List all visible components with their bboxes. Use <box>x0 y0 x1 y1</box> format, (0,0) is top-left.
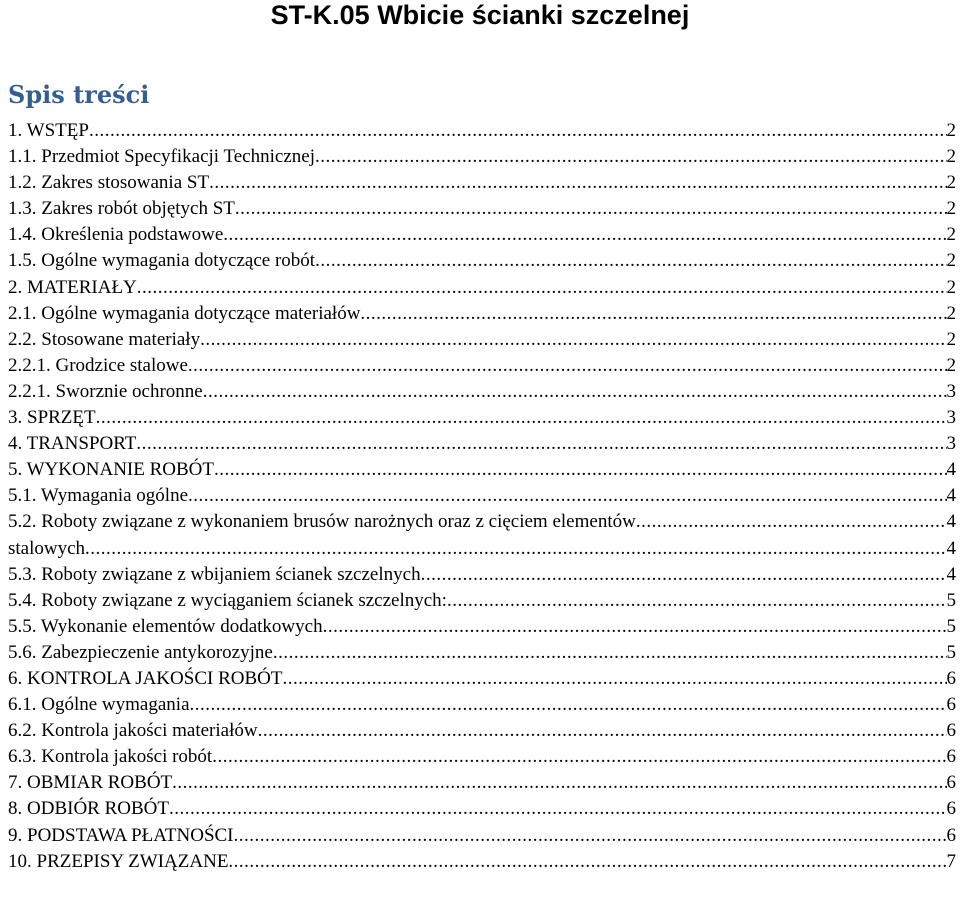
toc-dot-leader <box>234 823 947 849</box>
toc-entry[interactable] <box>8 588 956 614</box>
toc-dot-leader <box>137 275 947 301</box>
toc-entry-label: 5.3. Roboty związane z wbijaniem ścianek szczelnych <box>8 563 421 585</box>
toc-entry-label: 1.4. Określenia podstawowe <box>8 224 224 246</box>
toc-entry-page-number: 4 <box>946 485 956 507</box>
toc-entry-label: 2.2.1. Sworznie ochronne <box>8 380 203 402</box>
toc-entry-label: 6. KONTROLA JAKOŚCI ROBÓT <box>8 667 283 689</box>
toc-entry-label: 1.1. Przedmiot Specyfikacji Technicznej <box>8 146 315 168</box>
toc-entry-label: 6.2. Kontrola jakości materiałów <box>8 720 258 742</box>
toc-entry-label: 2.1. Ogólne wymagania dotyczące materiałów <box>8 302 361 324</box>
toc-dot-leader <box>212 744 946 770</box>
toc-dot-leader <box>85 536 946 562</box>
toc-entry[interactable] <box>8 196 956 222</box>
toc-entry-page-number: 6 <box>946 720 956 742</box>
toc-entry[interactable] <box>8 666 956 692</box>
toc-entry-label: 5.1. Wymagania ogólne <box>8 485 189 507</box>
toc-dot-leader <box>190 692 947 718</box>
toc-entry[interactable] <box>8 744 956 770</box>
toc-entry-label: 5.6. Zabezpieczenie antykorozyjne <box>8 641 273 663</box>
toc-dot-leader <box>282 666 946 692</box>
toc-dot-leader <box>188 483 946 509</box>
toc-entry-label: 2.2. Stosowane materiały <box>8 328 201 350</box>
toc-dot-leader <box>228 849 946 875</box>
toc-entry-page-number: 4 <box>946 563 956 585</box>
toc-entry-label: 5. WYKONANIE ROBÓT <box>8 459 214 481</box>
toc-dot-leader <box>235 196 947 222</box>
toc-entry-label: 1.5. Ogólne wymagania dotyczące robót <box>8 250 316 272</box>
toc-entry[interactable] <box>8 431 956 457</box>
toc-dot-leader <box>96 405 947 431</box>
toc-entry-page-number: 4 <box>946 459 956 481</box>
toc-entry-label: 1.2. Zakres stosowania ST <box>8 172 210 194</box>
toc-entry-page-number: 2 <box>946 328 956 350</box>
toc-entry-page-number: 2 <box>946 224 956 246</box>
toc-entry-label: 6.3. Kontrola jakości robót <box>8 746 213 768</box>
toc-entry-label: 1. WSTĘP <box>8 120 89 141</box>
toc-entry-label: 2.2.1. Grodzice stalowe <box>8 354 188 376</box>
toc-entry-label: 7. OBMIAR ROBÓT <box>8 772 173 794</box>
toc-entry[interactable] <box>8 718 956 744</box>
toc-dot-leader <box>172 770 946 796</box>
toc-dot-leader <box>209 170 946 196</box>
toc-entry[interactable] <box>8 405 956 431</box>
toc-entry-label: 5.4. Roboty związane z wyciąganiem ścianek szczelnych: <box>8 589 447 611</box>
toc-entry[interactable] <box>8 457 956 483</box>
toc-entry[interactable] <box>8 509 956 535</box>
toc-entry-label: 6.1. Ogólne wymagania <box>8 694 190 716</box>
toc-dot-leader <box>447 588 947 614</box>
toc-dot-leader <box>203 379 947 405</box>
toc-entry-page-number: 6 <box>946 746 956 768</box>
toc-entry[interactable] <box>8 849 956 875</box>
toc-entry-page-number: 6 <box>946 772 956 794</box>
toc-dot-leader <box>223 222 946 248</box>
toc-entry-page-number: 2 <box>946 276 956 298</box>
toc-entry-label: 1.3. Zakres robót objętych ST <box>8 198 235 220</box>
toc-entry[interactable] <box>8 692 956 718</box>
toc-dot-leader <box>636 509 947 535</box>
toc-entry-label: 5.5. Wykonanie elementów dodatkowych <box>8 615 323 637</box>
toc-dot-leader <box>323 614 947 640</box>
document-title: ST-K.05 Wbicie ścianki szczelnej <box>270 0 690 30</box>
toc-dot-leader <box>188 353 947 379</box>
toc-entry-page-number: 2 <box>946 198 956 220</box>
toc-entry-page-number: 7 <box>946 850 956 872</box>
toc-entry[interactable] <box>8 562 956 588</box>
toc-entry-label: stalowych <box>8 537 86 559</box>
toc-entry[interactable] <box>8 536 956 562</box>
toc-entry-label: 8. ODBIÓR ROBÓT <box>8 798 169 820</box>
toc-entry-label: 4. TRANSPORT <box>8 433 137 455</box>
toc-entry-page-number: 3 <box>946 433 956 455</box>
toc-dot-leader <box>315 144 947 170</box>
toc-dot-leader <box>136 431 946 457</box>
toc-entry[interactable] <box>8 483 956 509</box>
toc-entry-page-number: 2 <box>946 146 956 168</box>
toc-entry-page-number: 4 <box>946 511 956 533</box>
toc-entry-page-number: 5 <box>946 615 956 637</box>
toc-entry-label: 5.2. Roboty związane z wykonaniem brusów narożnych oraz z cięciem elementów <box>8 511 636 533</box>
toc-entry-page-number: 3 <box>946 380 956 402</box>
toc-dot-leader <box>214 457 947 483</box>
toc-entry[interactable] <box>8 353 956 379</box>
toc-entry-page-number: 6 <box>946 667 956 689</box>
toc-entry-page-number: 2 <box>946 302 956 324</box>
toc-dot-leader <box>258 718 947 744</box>
toc-entry-page-number: 5 <box>946 641 956 663</box>
toc-entry[interactable] <box>8 796 956 822</box>
toc-entry-label: 9. PODSTAWA PŁATNOŚCI <box>8 824 234 846</box>
toc-entry[interactable] <box>8 614 956 640</box>
toc-entry[interactable] <box>8 301 956 327</box>
toc-dot-leader <box>273 640 947 666</box>
toc-entry-page-number: 6 <box>946 798 956 820</box>
toc-entry[interactable] <box>8 275 956 301</box>
toc-entry[interactable] <box>8 118 956 144</box>
toc-entry[interactable] <box>8 248 956 274</box>
toc-entry[interactable] <box>8 640 956 666</box>
table-of-contents <box>8 118 956 875</box>
toc-entry[interactable] <box>8 327 956 353</box>
toc-dot-leader <box>360 301 946 327</box>
toc-entry-label: 3. SPRZĘT <box>8 407 96 429</box>
toc-dot-leader <box>421 562 947 588</box>
toc-entry-label: 2. MATERIAŁY <box>8 276 137 298</box>
toc-entry-page-number: 6 <box>946 824 956 846</box>
toc-entry[interactable] <box>8 222 956 248</box>
toc-heading: Spis treści <box>8 80 150 109</box>
toc-dot-leader <box>200 327 946 353</box>
toc-entry-page-number: 6 <box>946 694 956 716</box>
toc-entry[interactable] <box>8 379 956 405</box>
toc-entry-page-number: 2 <box>946 354 956 376</box>
toc-entry-page-number: 3 <box>946 407 956 429</box>
toc-entry-page-number: 2 <box>946 250 956 272</box>
toc-entry[interactable] <box>8 170 956 196</box>
toc-entry-page-number: 5 <box>946 589 956 611</box>
toc-entry[interactable] <box>8 823 956 849</box>
toc-entry[interactable] <box>8 144 956 170</box>
toc-dot-leader <box>169 796 947 822</box>
toc-entry-page-number: 2 <box>946 120 956 141</box>
toc-dot-leader <box>315 248 946 274</box>
toc-entry-page-number: 2 <box>946 172 956 194</box>
toc-entry-label: 10. PRZEPISY ZWIĄZANE <box>8 850 229 872</box>
toc-dot-leader <box>89 118 947 144</box>
toc-entry[interactable] <box>8 770 956 796</box>
toc-entry-page-number: 4 <box>946 537 956 559</box>
